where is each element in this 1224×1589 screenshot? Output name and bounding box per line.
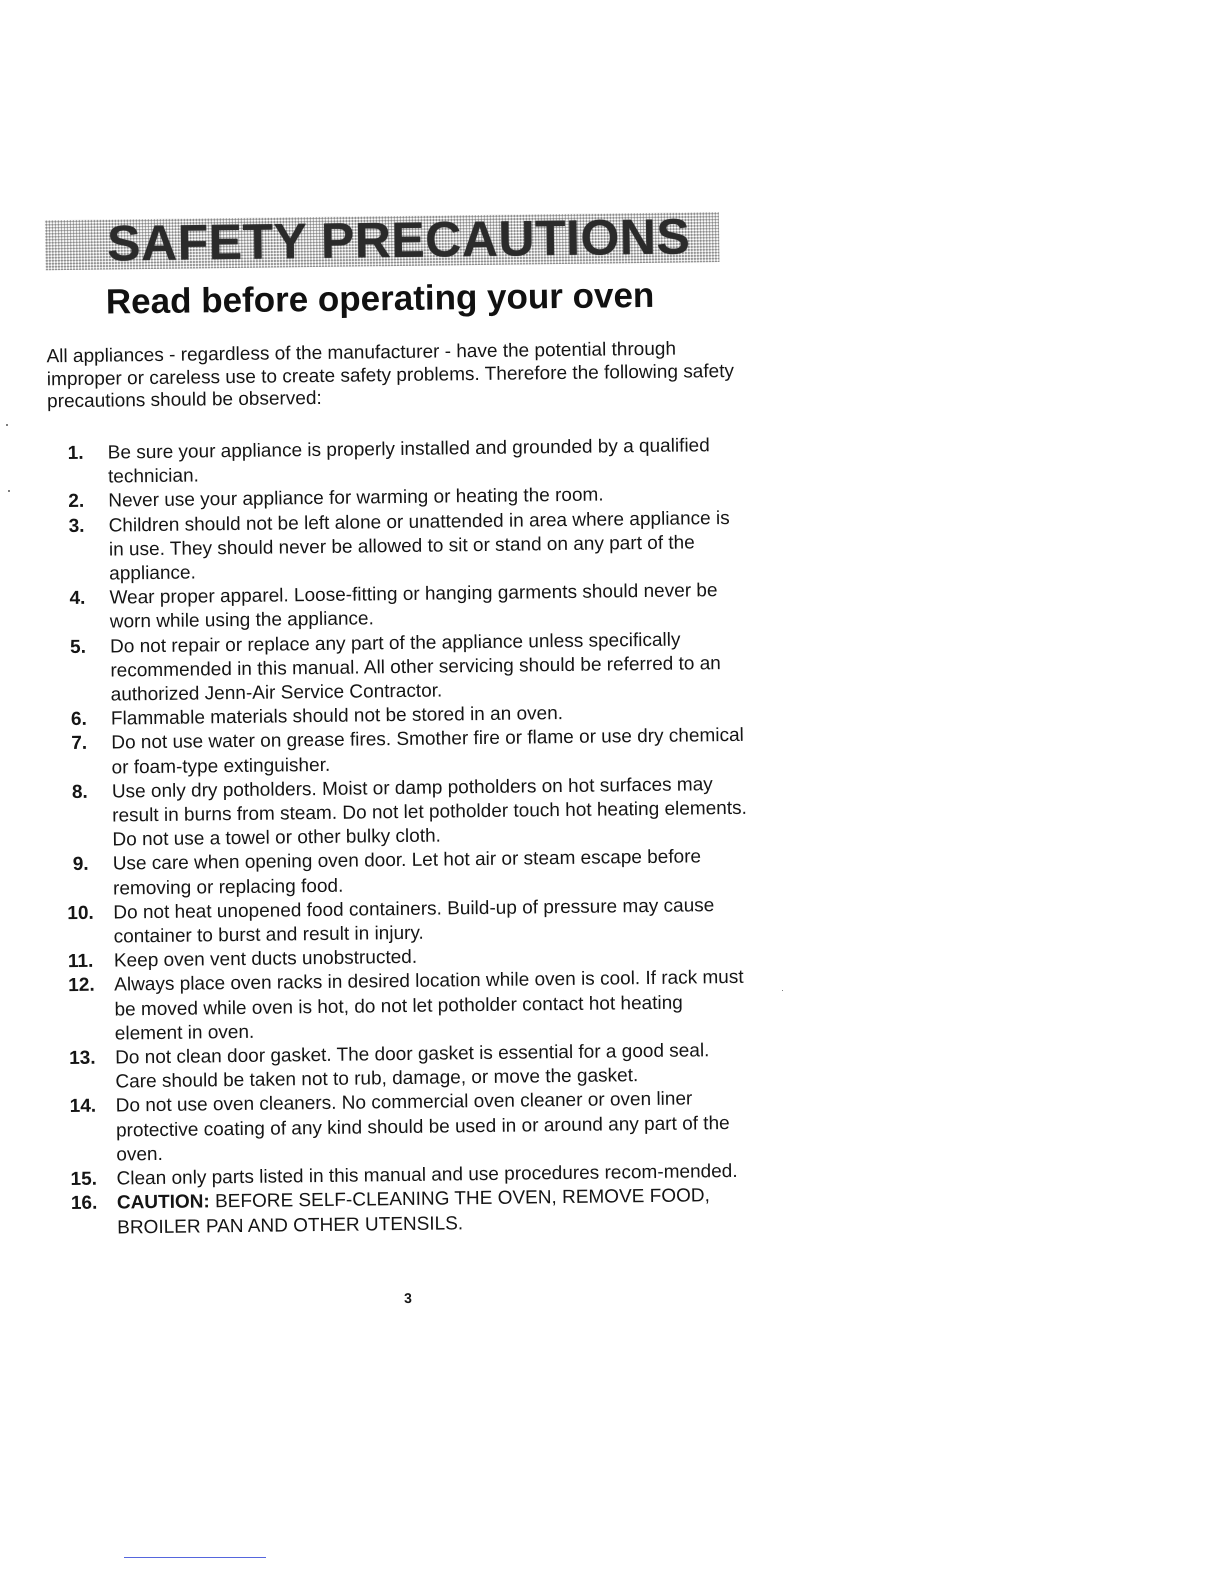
- item-number: 3.: [68, 515, 85, 537]
- item-number: 11.: [67, 951, 94, 973]
- list-item: [55, 1039, 756, 1096]
- item-number: 13.: [69, 1047, 96, 1070]
- list-item: [51, 724, 752, 781]
- item-number: 4.: [69, 588, 86, 610]
- item-text: Be sure your appliance is properly installed and grounded by a qualified technician.: [107, 435, 710, 488]
- caution-label: CAUTION:: [116, 1191, 216, 1214]
- scan-speck: [8, 490, 10, 492]
- item-text: Children should not be left alone or unattended in area where appliance is in use. They should never be allowed to sit or stand on any part of the appliance.: [108, 507, 730, 585]
- item-text: Do not use water on grease fires. Smother fire or flame or use dry chemical or foam-type extinguisher.: [111, 725, 744, 779]
- item-text: Flammable materials should not be stored in an oven.: [110, 703, 564, 730]
- item-text: Use care when opening oven door. Let hot air or steam escape before removing or replacing food.: [112, 846, 702, 900]
- list-item: [56, 1087, 757, 1168]
- item-text: Always place oven racks in desired location while oven is cool. If rack must be moved while oven is hot, do not let potholder contact hot heating element in oven.: [114, 967, 744, 1045]
- item-text: BEFORE SELF-CLEANING THE OVEN, REMOVE FOOD, BROILER PAN AND OTHER UTENSILS.: [117, 1185, 710, 1238]
- item-text: Never use your appliance for warming or heating the room.: [108, 484, 604, 512]
- list-item: [53, 845, 754, 902]
- list-item: [57, 1184, 758, 1241]
- list-item: [48, 506, 749, 587]
- list-item: [53, 894, 754, 951]
- item-text: Keep oven vent ducts unobstructed.: [113, 947, 418, 972]
- item-number: 12.: [68, 975, 95, 997]
- item-number: 14.: [69, 1096, 97, 1118]
- item-number: 7.: [71, 733, 88, 755]
- list-item: [49, 579, 750, 636]
- item-text: Wear proper apparel. Loose-fitting or hanging garments should never be worn while using the appliance.: [109, 580, 718, 633]
- item-text: Clean only parts listed in this manual and use procedures recom-mended.: [116, 1160, 738, 1190]
- intro-paragraph: All appliances - regardless of the manufacturer - have the potential through improper or careless use to create safety problems. Therefore the following safety precautions should be observed:: [46, 338, 735, 413]
- list-item: [48, 434, 749, 491]
- item-number: 16.: [70, 1193, 98, 1215]
- precautions-list: [48, 434, 758, 1241]
- list-item: [50, 627, 751, 708]
- item-text: Do not repair or replace any part of the appliance unless specifically recommended in this manual. All other servicing should be referred to an authorized Jenn-Air Service Contractor.: [109, 629, 721, 706]
- list-item: [54, 966, 755, 1047]
- item-number: 10.: [67, 902, 94, 924]
- item-text: Do not use oven cleaners. No commercial oven cleaner or oven liner protective coating of any kind should be used in or around any part of the oven.: [115, 1088, 730, 1166]
- item-number: 1.: [67, 442, 84, 465]
- item-number: 5.: [69, 636, 87, 658]
- scan-speck: [782, 990, 783, 991]
- bottom-rule: [124, 1557, 266, 1558]
- item-text: Do not heat unopened food containers. Build-up of pressure may cause container to burst and result in injury.: [113, 895, 715, 948]
- item-number: 9.: [72, 854, 89, 876]
- item-number: 8.: [71, 781, 88, 803]
- list-item: [52, 773, 753, 854]
- scan-speck: [6, 424, 8, 426]
- banner-title: SAFETY PRECAUTIONS: [106, 208, 691, 272]
- page-number: 3: [403, 1289, 412, 1306]
- item-text: Do not clean door gasket. The door gasket is essential for a good seal. Care should be taken not to rub, damage, or move the gasket.: [115, 1040, 710, 1093]
- item-number: 6.: [70, 709, 87, 731]
- item-number: 15.: [70, 1168, 98, 1191]
- item-text: Use only dry potholders. Moist or damp potholders on hot surfaces may result in burns from steam. Do not let potholder touch hot heating elements. Do not use a towel or other bulky cloth.: [111, 774, 748, 851]
- item-number: 2.: [68, 491, 85, 513]
- page-subtitle: Read before operating your oven: [105, 275, 655, 322]
